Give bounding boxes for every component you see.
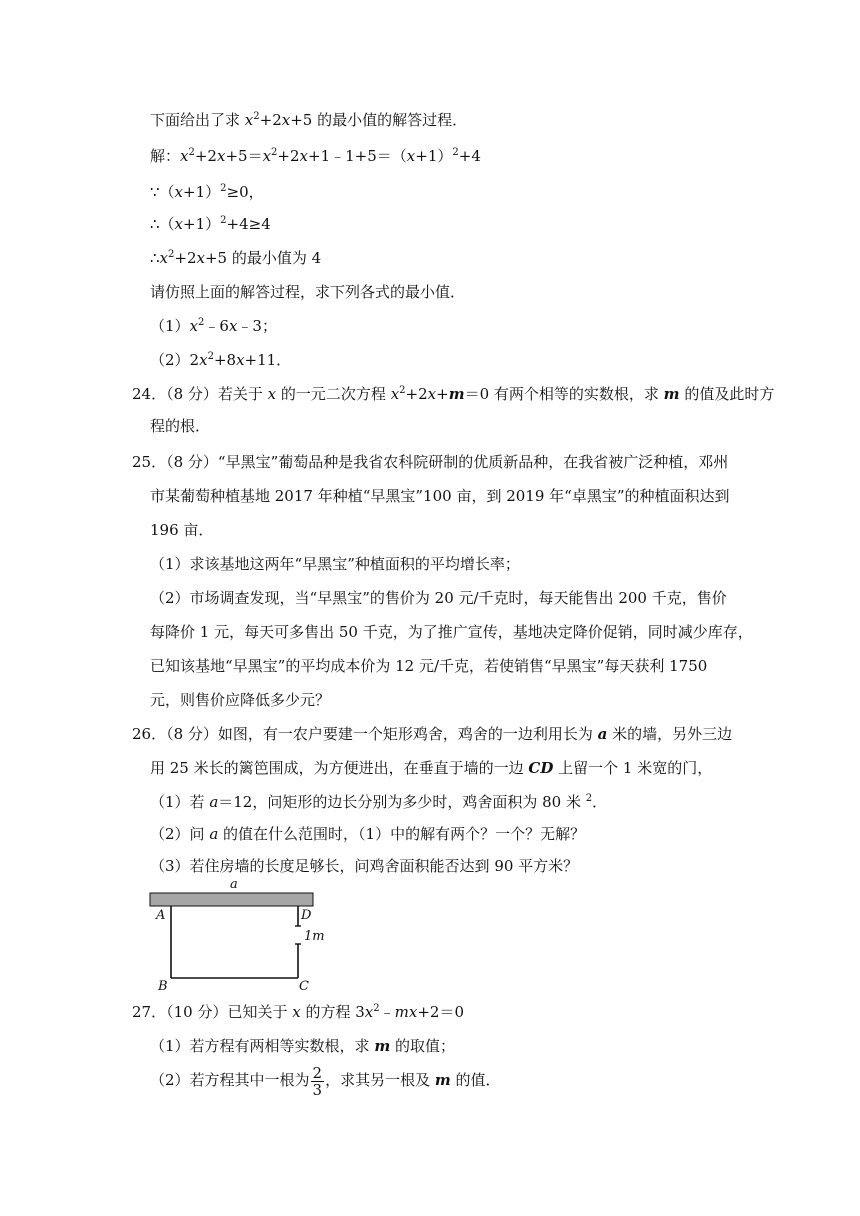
diagram-label-B: B: [158, 979, 168, 992]
q26-line-1: 26．（8 分）如图，有一农户要建一个矩形鸡舍，鸡舍的一边利用长为 a 米的墙，另外三边: [132, 725, 733, 743]
q26-line-2: 用 25 米长的篱笆围成，为方便进出，在垂直于墙的一边 CD 上留一个 1 米宽的门，: [150, 759, 713, 777]
q26-sub-1: （1）若 a＝12，问矩形的边长分别为多少时，鸡舍面积为 80 米 $^2$．: [150, 793, 608, 811]
q26-sub-2: （2）问 a 的值在什么范围时，（1）中的解有两个？一个？无解？: [150, 825, 586, 843]
q27-sub-2: （2）若方程其中一根为 $\frac{2}{3}$ ，求其另一根及 m 的值．: [150, 1063, 501, 1099]
intro-line-2: 解：$x^2+2x+5=x^2+2x+1﹣1+5=(x+1)^2+4$: [150, 147, 481, 165]
q25-line-3: 196 亩．: [150, 521, 214, 539]
intro-line-1: 下面给出了求 $x^2+2x+5$ 的最小值的解答过程．: [150, 111, 468, 129]
q27-sub-1: （1）若方程有两相等实数根，求 m 的取值；: [150, 1037, 455, 1055]
intro-sub-1: $(1)x^2﹣6x﹣3$；: [150, 317, 277, 335]
q25-line-8: 元，则售价应降低多少元？: [150, 691, 331, 709]
coop-diagram: [140, 876, 330, 992]
intro-line-4: $\therefore(x+1)^2+4\ge 4$: [150, 215, 271, 233]
diagram-label-D: D: [301, 908, 312, 923]
q25-line-4: （1）求该基地这两年“早黑宝”种植面积的平均增长率；: [150, 555, 520, 573]
q24-line-1: 24．（8 分）若关于 x 的一元二次方程 $x^2+2x+m=0$ 有两个相等的实数根，求 m 的值及此时方: [132, 385, 775, 403]
intro-line-5: $\therefore x^2+2x+5$ 的最小值为 4: [150, 249, 322, 267]
diagram-label-door: 1m: [304, 929, 325, 944]
q25-line-7: 已知该基地“早黑宝”的平均成本价为 12 元/千克，若使销售“早黑宝”每天获利 1750: [150, 657, 708, 675]
diagram-label-a: a: [230, 877, 238, 892]
q26-sub-3: （3）若住房墙的长度足够长，问鸡舍面积能否达到 90 平方米？: [150, 857, 579, 875]
q25-line-5: （2）市场调查发现，当“早黑宝”的售价为 20 元/千克时，每天能售出 200 千克，售价: [150, 589, 727, 607]
intro-sub-2: $(2)2x^2+8x+11$．: [150, 351, 292, 369]
q25-line-2: 市某葡萄种植基地 2017 年种植“早黑宝”100 亩，到 2019 年“卓黑宝”的种植面积达到: [150, 487, 730, 505]
q25-line-6: 每降价 1 元，每天可多售出 50 千克，为了推广宣传，基地决定降价促销，同时减少库存，: [150, 623, 753, 641]
intro-line-6: 请仿照上面的解答过程，求下列各式的最小值．: [150, 283, 466, 301]
fraction-two-thirds: $\frac{2}{3}$: [312, 1063, 323, 1099]
intro-line-3: $\because(x+1)^2\ge 0$，: [150, 183, 264, 201]
wall-shape: [150, 893, 313, 906]
diagram-label-C: C: [299, 979, 309, 992]
q27-line-1: 27．（10 分）已知关于 x 的方程 $3x^2﹣mx+2=0$: [132, 1003, 464, 1021]
q25-line-1: 25．（8 分）“早黑宝”葡萄品种是我省农科院研制的优质新品种，在我省被广泛种植，邓州: [132, 453, 729, 471]
diagram-label-A: A: [156, 908, 166, 923]
q24-line-2: 程的根．: [150, 417, 211, 435]
